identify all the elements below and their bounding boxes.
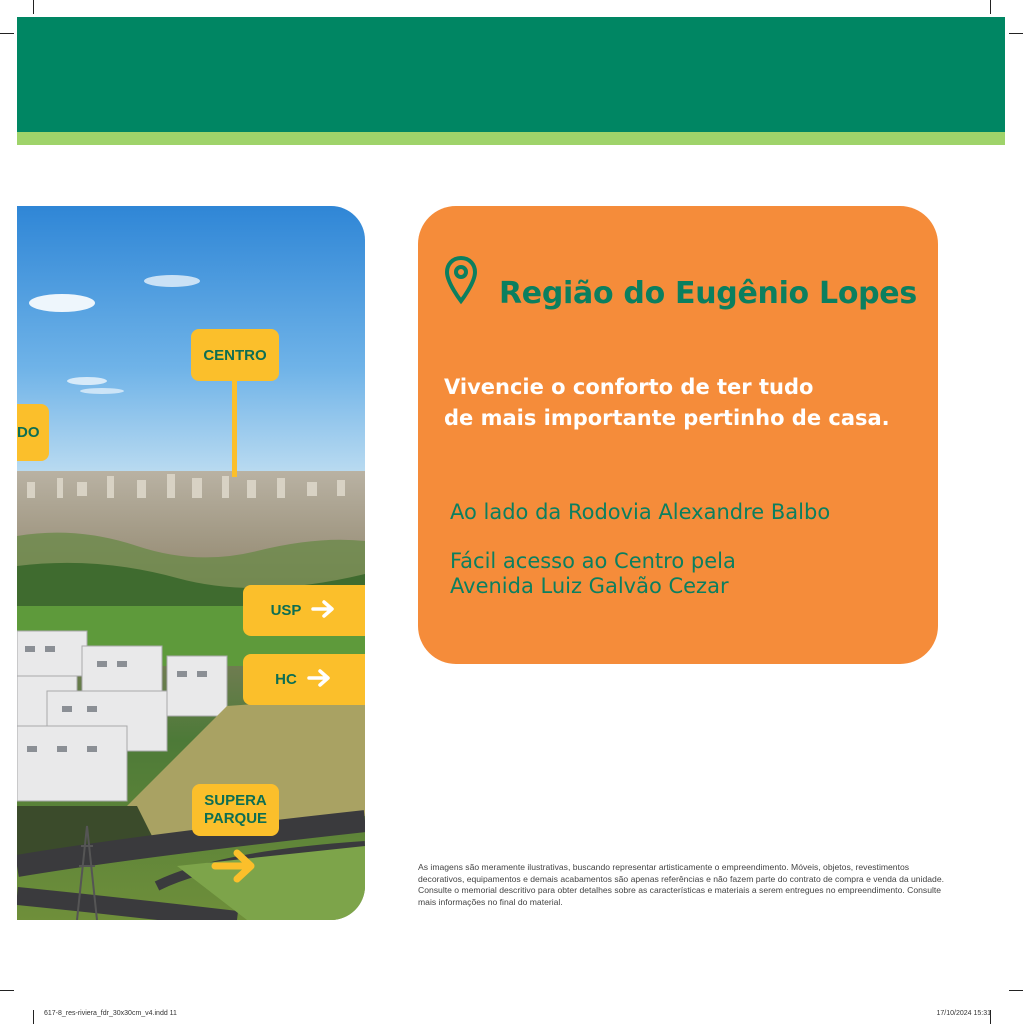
aerial-photo	[17, 206, 365, 920]
print-slug-file: 617-8_res-riviera_fdr_30x30cm_v4.indd 11	[44, 1010, 177, 1017]
feature-avenida-line2: Avenida Luiz Galvão Cezar	[450, 574, 729, 598]
card-title: Região do Eugênio Lopes	[499, 276, 917, 311]
arrow-right-icon	[311, 600, 337, 622]
map-tag-usp-label: USP	[270, 602, 302, 619]
map-tag-centro-label: CENTRO	[203, 346, 267, 364]
crop-mark	[990, 0, 991, 14]
location-pin-icon	[444, 255, 478, 309]
map-tag-partial	[17, 404, 49, 461]
card-subtitle	[444, 372, 890, 434]
aerial-photo-illustration	[17, 206, 365, 920]
crop-mark	[0, 990, 14, 991]
disclaimer-text: As imagens são meramente ilustrativas, buscando representar artisticamente o empreendimento. Móveis, objetos, revestimentos decorativos, equipamentos e demais acabamentos são apenas referências e não fazem parte do contrato de compra e venda da unidade. Consulte o memorial descritivo para obter detalhes sobre as características e materiais a serem entregues no empreendimento. Consulte mais informações no final do material.	[418, 862, 944, 907]
crop-mark	[33, 0, 34, 14]
header-band	[17, 17, 1005, 132]
card-subtitle-line2: de mais importante pertinho de casa.	[444, 406, 890, 430]
feature-avenida	[450, 549, 736, 599]
map-tag-supera-line1: SUPERA	[204, 792, 267, 809]
card-subtitle-line1: Vivencie o conforto de ter tudo	[444, 375, 814, 399]
feature-rodovia: Ao lado da Rodovia Alexandre Balbo	[450, 500, 831, 524]
print-slug-date: 17/10/2024 15:31	[936, 1010, 991, 1017]
map-tag-centro	[191, 329, 279, 381]
map-tag-hc-label: HC	[275, 671, 297, 688]
crop-mark	[1009, 990, 1023, 991]
crop-mark	[1009, 33, 1023, 34]
map-tag-centro-pointer	[232, 381, 237, 477]
map-tag-partial-label: DO	[17, 424, 40, 441]
header-stripe	[17, 132, 1005, 145]
map-tag-hc	[243, 654, 365, 705]
map-tag-supera-parque	[192, 784, 279, 836]
map-tag-usp	[243, 585, 365, 636]
road-arrow-icon	[211, 848, 261, 888]
map-tag-supera-line2: PARQUE	[203, 810, 268, 827]
crop-mark	[0, 33, 14, 34]
arrow-right-icon	[307, 669, 333, 691]
crop-mark	[33, 1010, 34, 1024]
feature-avenida-line1: Fácil acesso ao Centro pela	[450, 549, 736, 573]
